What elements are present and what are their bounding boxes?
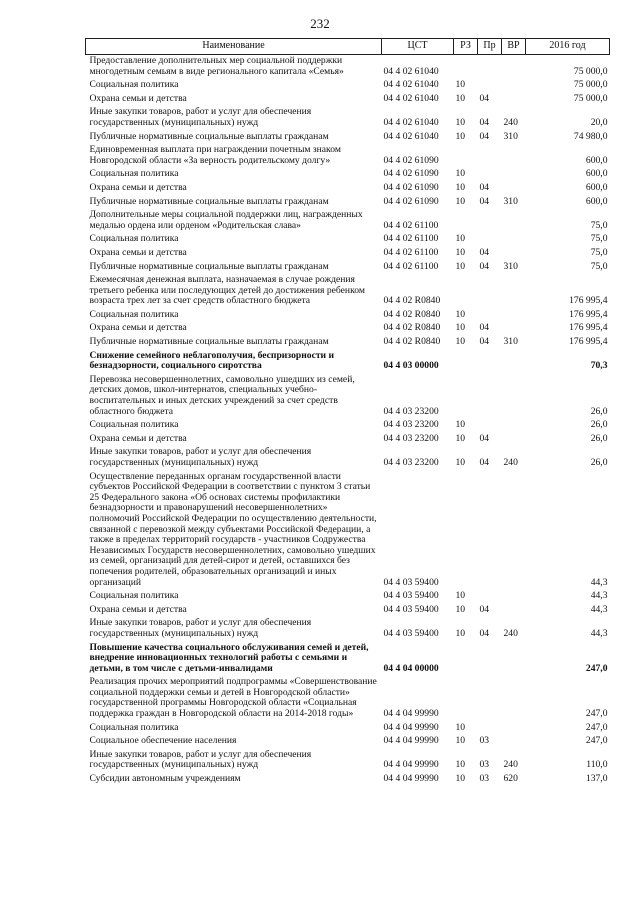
column-header-pr: Пр bbox=[478, 39, 502, 55]
cell-rz: 10 bbox=[455, 590, 466, 602]
cell-vr: 310 bbox=[503, 195, 518, 207]
cell-vr bbox=[502, 735, 526, 749]
cell-sum: 44,3 bbox=[590, 576, 608, 588]
cell-rz bbox=[454, 350, 478, 374]
cell-pr bbox=[478, 233, 502, 247]
cell-rz bbox=[454, 144, 478, 168]
cell-pr bbox=[478, 590, 502, 604]
table-row bbox=[86, 735, 610, 749]
cell-vr bbox=[502, 722, 526, 736]
cell-cst: 04 4 02 61100 bbox=[383, 219, 439, 231]
cell-vr bbox=[502, 309, 526, 323]
cell-name: Снижение семейного неблагополучия, беспризорности и безнадзорности, социального сиротства bbox=[89, 349, 334, 372]
cell-name: Социальная политика bbox=[89, 419, 179, 431]
cell-sum: 20,0 bbox=[590, 116, 608, 128]
cell-sum: 137,0 bbox=[585, 773, 608, 785]
cell-name: Реализация прочих мероприятий подпрограммы «Совершенствование социальной поддержки семьи и детей в Новгородской области» государственной программы Новгородской области «Социальная поддержка граждан в Новгородской области на 2014-2018 годы» bbox=[89, 676, 377, 720]
cell-cst: 04 4 03 59400 bbox=[383, 603, 439, 615]
cell-vr bbox=[502, 233, 526, 247]
cell-name: Социальная политика bbox=[89, 79, 179, 91]
cell-cst: 04 4 03 59400 bbox=[383, 590, 439, 602]
cell-sum: 44,3 bbox=[590, 627, 608, 639]
cell-cst: 04 4 04 99990 bbox=[383, 773, 439, 785]
cell-cst: 04 4 02 61040 bbox=[383, 92, 439, 104]
column-header-vr: ВР bbox=[502, 39, 526, 55]
cell-sum: 75,0 bbox=[590, 260, 608, 272]
cell-sum: 44,3 bbox=[590, 603, 608, 615]
cell-name: Охрана семьи и детства bbox=[89, 432, 187, 444]
cell-sum: 247,0 bbox=[585, 721, 608, 733]
cell-cst: 04 4 02 61090 bbox=[383, 181, 439, 193]
cell-vr bbox=[502, 590, 526, 604]
page-number: 232 bbox=[310, 16, 330, 31]
cell-pr: 04 bbox=[479, 130, 490, 142]
cell-rz: 10 bbox=[455, 92, 466, 104]
table-row bbox=[86, 79, 610, 93]
cell-rz: 10 bbox=[455, 181, 466, 193]
cell-rz: 10 bbox=[455, 419, 466, 431]
table-row bbox=[86, 233, 610, 247]
cell-cst: 04 4 03 59400 bbox=[383, 576, 439, 588]
table-row bbox=[86, 350, 610, 374]
cell-vr bbox=[502, 168, 526, 182]
cell-cst: 04 4 02 61100 bbox=[383, 260, 439, 272]
table-row bbox=[86, 247, 610, 261]
cell-pr: 04 bbox=[479, 260, 490, 272]
cell-sum: 600,0 bbox=[585, 181, 608, 193]
cell-name: Публичные нормативные социальные выплаты гражданам bbox=[89, 130, 329, 142]
cell-name: Социальная политика bbox=[89, 168, 179, 180]
cell-rz: 10 bbox=[455, 168, 466, 180]
cell-cst: 04 4 04 99990 bbox=[383, 708, 439, 720]
cell-pr: 04 bbox=[479, 457, 490, 468]
cell-rz bbox=[454, 374, 478, 419]
cell-name: Публичные нормативные социальные выплаты гражданам bbox=[89, 260, 329, 272]
cell-pr: 03 bbox=[479, 773, 490, 785]
table-row bbox=[86, 642, 610, 677]
table-row bbox=[86, 374, 610, 419]
cell-sum: 75 000,0 bbox=[573, 65, 608, 77]
cell-vr bbox=[502, 55, 526, 80]
cell-pr: 04 bbox=[479, 336, 490, 348]
cell-sum: 44,3 bbox=[590, 590, 608, 602]
cell-vr: 310 bbox=[503, 130, 518, 142]
table-row bbox=[86, 309, 610, 323]
cell-rz bbox=[454, 676, 478, 721]
table-row bbox=[86, 722, 610, 736]
cell-cst: 04 4 02 61100 bbox=[383, 246, 439, 258]
cell-name: Охрана семьи и детства bbox=[89, 322, 187, 334]
cell-cst: 04 4 03 23200 bbox=[383, 432, 439, 444]
cell-vr bbox=[502, 604, 526, 618]
table-row bbox=[86, 433, 610, 447]
cell-sum: 26,0 bbox=[590, 457, 608, 468]
cell-cst: 04 4 02 61040 bbox=[383, 130, 439, 142]
cell-vr bbox=[502, 209, 526, 233]
cell-vr bbox=[502, 642, 526, 677]
table-row bbox=[86, 261, 610, 275]
cell-pr: 04 bbox=[479, 181, 490, 193]
cell-name: Охрана семьи и детства bbox=[89, 92, 187, 104]
cell-sum: 247,0 bbox=[585, 735, 608, 747]
cell-pr: 03 bbox=[479, 759, 490, 771]
cell-sum: 75,0 bbox=[590, 219, 608, 231]
cell-name: Социальная политика bbox=[89, 308, 179, 320]
cell-pr bbox=[478, 309, 502, 323]
cell-sum: 176 995,4 bbox=[569, 336, 608, 348]
cell-pr bbox=[478, 168, 502, 182]
cell-name: Социальная политика bbox=[89, 721, 179, 733]
column-header-sum: 2016 год bbox=[526, 39, 610, 55]
cell-vr bbox=[502, 93, 526, 107]
cell-rz: 10 bbox=[455, 246, 466, 258]
cell-cst: 04 4 02 61040 bbox=[383, 65, 439, 77]
cell-pr bbox=[478, 676, 502, 721]
cell-sum: 600,0 bbox=[585, 195, 608, 207]
cell-rz: 10 bbox=[455, 130, 466, 142]
cell-sum: 26,0 bbox=[590, 432, 608, 444]
cell-name: Единовременная выплата при награждении почетным знаком Новгородской области «За верность родительскому долгу» bbox=[89, 144, 341, 166]
cell-rz: 10 bbox=[455, 260, 466, 272]
cell-pr bbox=[478, 642, 502, 677]
cell-pr bbox=[478, 471, 502, 591]
cell-pr bbox=[478, 209, 502, 233]
cell-sum: 600,0 bbox=[585, 168, 608, 180]
table-row bbox=[86, 322, 610, 336]
table-row bbox=[86, 590, 610, 604]
cell-pr bbox=[478, 722, 502, 736]
cell-cst: 04 4 02 61100 bbox=[383, 233, 439, 245]
cell-name: Предоставление дополнительных мер социальной поддержки многодетным семьям в виде регионального капитала «Семья» bbox=[89, 55, 344, 77]
cell-rz: 10 bbox=[455, 233, 466, 245]
table-row bbox=[86, 676, 610, 721]
column-header-name: Наименование bbox=[86, 39, 382, 55]
table-row bbox=[86, 336, 610, 350]
cell-rz: 10 bbox=[455, 322, 466, 334]
cell-cst: 04 4 03 23200 bbox=[383, 405, 439, 417]
cell-cst: 04 4 03 23200 bbox=[383, 419, 439, 431]
cell-cst: 04 4 02 61040 bbox=[383, 116, 439, 128]
cell-vr: 240 bbox=[503, 116, 518, 128]
cell-sum: 26,0 bbox=[590, 405, 608, 417]
cell-vr bbox=[502, 144, 526, 168]
cell-rz: 10 bbox=[455, 336, 466, 348]
cell-pr bbox=[478, 374, 502, 419]
cell-sum: 75 000,0 bbox=[573, 79, 608, 91]
cell-name: Иные закупки товаров, работ и услуг для обеспечения государственных (муниципальных) нужд bbox=[89, 446, 312, 468]
cell-name: Охрана семьи и детства bbox=[89, 603, 187, 615]
cell-pr: 04 bbox=[479, 246, 490, 258]
cell-pr: 04 bbox=[479, 195, 490, 207]
cell-name: Перевозка несовершеннолетних, самовольно ушедших из семей, детских домов, школ-интернатов, специальных учебно-воспитательных и иных детских учреждений за счет средств областного бюджета bbox=[89, 373, 355, 417]
cell-name: Иные закупки товаров, работ и услуг для обеспечения государственных (муниципальных) нужд bbox=[89, 617, 312, 639]
column-header-cst: ЦСТ bbox=[382, 39, 454, 55]
cell-rz bbox=[454, 642, 478, 677]
cell-vr bbox=[502, 182, 526, 196]
cell-pr: 04 bbox=[479, 627, 490, 639]
cell-rz: 10 bbox=[455, 735, 466, 747]
cell-name: Социальная политика bbox=[89, 590, 179, 602]
cell-rz: 10 bbox=[455, 457, 466, 468]
cell-vr: 240 bbox=[503, 759, 518, 771]
cell-cst: 04 4 04 00000 bbox=[383, 662, 439, 674]
cell-sum: 110,0 bbox=[586, 759, 608, 771]
cell-rz: 10 bbox=[455, 432, 466, 444]
table-row bbox=[86, 131, 610, 145]
cell-vr bbox=[502, 322, 526, 336]
table-row bbox=[86, 773, 610, 787]
cell-rz: 10 bbox=[455, 721, 466, 733]
cell-name: Иные закупки товаров, работ и услуг для обеспечения государственных (муниципальных) нужд bbox=[89, 748, 312, 771]
cell-name: Публичные нормативные социальные выплаты гражданам bbox=[89, 195, 329, 207]
cell-vr: 620 bbox=[503, 773, 518, 785]
cell-rz bbox=[454, 274, 478, 309]
cell-cst: 04 4 03 00000 bbox=[383, 360, 439, 372]
cell-pr bbox=[478, 350, 502, 374]
table-row bbox=[86, 419, 610, 433]
table-row bbox=[86, 106, 610, 130]
cell-pr bbox=[478, 79, 502, 93]
cell-name: Ежемесячная денежная выплата, назначаемая в случае рождения третьего ребенка или последующих детей до достижения ребенком возраста трех лет за счет средств областного бюджета bbox=[89, 274, 365, 307]
cell-sum: 176 995,4 bbox=[569, 295, 608, 307]
cell-sum: 247,0 bbox=[585, 708, 608, 720]
cell-rz bbox=[454, 209, 478, 233]
cell-name: Социальная политика bbox=[89, 233, 179, 245]
cell-cst: 04 4 02 R0840 bbox=[383, 308, 441, 320]
cell-sum: 26,0 bbox=[590, 419, 608, 431]
cell-vr bbox=[502, 676, 526, 721]
cell-cst: 04 4 02 R0840 bbox=[383, 336, 441, 348]
cell-pr: 04 bbox=[479, 116, 490, 128]
cell-cst: 04 4 02 61040 bbox=[383, 79, 439, 91]
column-header-rz: РЗ bbox=[454, 39, 478, 55]
cell-pr bbox=[478, 419, 502, 433]
cell-rz: 10 bbox=[455, 116, 466, 128]
cell-rz: 10 bbox=[455, 773, 466, 785]
table-row bbox=[86, 182, 610, 196]
cell-vr bbox=[502, 433, 526, 447]
table-header bbox=[86, 39, 610, 55]
cell-sum: 176 995,4 bbox=[569, 308, 608, 320]
cell-pr bbox=[478, 144, 502, 168]
cell-sum: 75,0 bbox=[590, 233, 608, 245]
cell-cst: 04 4 02 R0840 bbox=[383, 322, 441, 334]
cell-name: Публичные нормативные социальные выплаты гражданам bbox=[89, 336, 329, 348]
cell-name: Субсидии автономным учреждениям bbox=[89, 773, 241, 785]
cell-rz: 10 bbox=[455, 79, 466, 91]
cell-sum: 75 000,0 bbox=[573, 92, 608, 104]
cell-vr bbox=[502, 274, 526, 309]
cell-name: Охрана семьи и детства bbox=[89, 246, 187, 258]
cell-rz: 10 bbox=[455, 627, 466, 639]
table-row bbox=[86, 274, 610, 309]
cell-pr bbox=[478, 274, 502, 309]
cell-sum: 247,0 bbox=[585, 662, 608, 674]
cell-cst: 04 4 04 99990 bbox=[383, 759, 439, 771]
cell-name: Осуществление переданных органам государственной власти субъектов Российской Федерации в соответствии с пунктом 3 статьи 25 Федерального закона «Об основах системы профилактики безнадзорности и правонарушений несовершеннолетних» полномочий Российской Федерации по осуществлению деятельности, связанной с перевозкой между субъектами Российской Федерации, а также в пределах территорий государств - участников Содружества Независимых Государств несовершеннолетних, самовольно ушедших из семей, организаций для детей-сирот и детей, оставшихся без попечения родителей, образовательных организаций и иных организаций bbox=[89, 470, 377, 588]
cell-vr: 240 bbox=[503, 457, 518, 468]
table-row bbox=[86, 168, 610, 182]
cell-name: Дополнительные меры социальной поддержки лиц, награжденных медалью ордена или орденом «Родительская слава» bbox=[89, 209, 363, 231]
table-row bbox=[86, 471, 610, 591]
budget-table bbox=[85, 38, 610, 787]
cell-rz: 10 bbox=[455, 603, 466, 615]
cell-cst: 04 4 03 23200 bbox=[383, 457, 439, 468]
table-row bbox=[86, 446, 610, 470]
cell-vr bbox=[502, 247, 526, 261]
cell-sum: 176 995,4 bbox=[569, 322, 608, 334]
table-row bbox=[86, 93, 610, 107]
cell-rz bbox=[454, 55, 478, 80]
cell-rz: 10 bbox=[455, 195, 466, 207]
table-row bbox=[86, 144, 610, 168]
cell-name: Повышение качества социального обслуживания семей и детей, внедрение инновационных технологий работы с семьями и детьми, в том числе с детьми-инвалидами bbox=[89, 641, 369, 674]
cell-sum: 70,3 bbox=[590, 360, 608, 372]
cell-sum: 75,0 bbox=[590, 246, 608, 258]
cell-name: Охрана семьи и детства bbox=[89, 181, 187, 193]
cell-pr bbox=[478, 55, 502, 80]
cell-cst: 04 4 03 59400 bbox=[383, 627, 439, 639]
cell-rz: 10 bbox=[455, 759, 466, 771]
cell-cst: 04 4 04 99990 bbox=[383, 721, 439, 733]
cell-sum: 600,0 bbox=[585, 154, 608, 166]
cell-sum: 74 980,0 bbox=[573, 130, 608, 142]
cell-rz: 10 bbox=[455, 308, 466, 320]
cell-cst: 04 4 02 61090 bbox=[383, 154, 439, 166]
cell-name: Иные закупки товаров, работ и услуг для обеспечения государственных (муниципальных) нужд bbox=[89, 106, 312, 128]
cell-rz bbox=[454, 471, 478, 591]
cell-pr: 04 bbox=[479, 432, 490, 444]
cell-pr: 04 bbox=[479, 92, 490, 104]
cell-pr: 03 bbox=[479, 735, 490, 747]
cell-cst: 04 4 04 99990 bbox=[383, 735, 439, 747]
cell-vr bbox=[502, 79, 526, 93]
cell-pr: 04 bbox=[479, 322, 490, 334]
table-row bbox=[86, 209, 610, 233]
table-row bbox=[86, 617, 610, 641]
cell-cst: 04 4 02 61090 bbox=[383, 168, 439, 180]
cell-vr: 310 bbox=[503, 336, 518, 348]
cell-vr bbox=[502, 471, 526, 591]
table-row bbox=[86, 604, 610, 618]
cell-cst: 04 4 02 R0840 bbox=[383, 295, 441, 307]
cell-pr: 04 bbox=[479, 603, 490, 615]
table-body bbox=[86, 55, 610, 787]
cell-vr: 310 bbox=[503, 260, 518, 272]
cell-name: Социальное обеспечение населения bbox=[89, 735, 237, 747]
cell-vr: 240 bbox=[503, 627, 518, 639]
cell-vr bbox=[502, 374, 526, 419]
table-row bbox=[86, 55, 610, 80]
table-row bbox=[86, 749, 610, 773]
cell-vr bbox=[502, 350, 526, 374]
cell-vr bbox=[502, 419, 526, 433]
table-row bbox=[86, 196, 610, 210]
cell-cst: 04 4 02 61090 bbox=[383, 195, 439, 207]
